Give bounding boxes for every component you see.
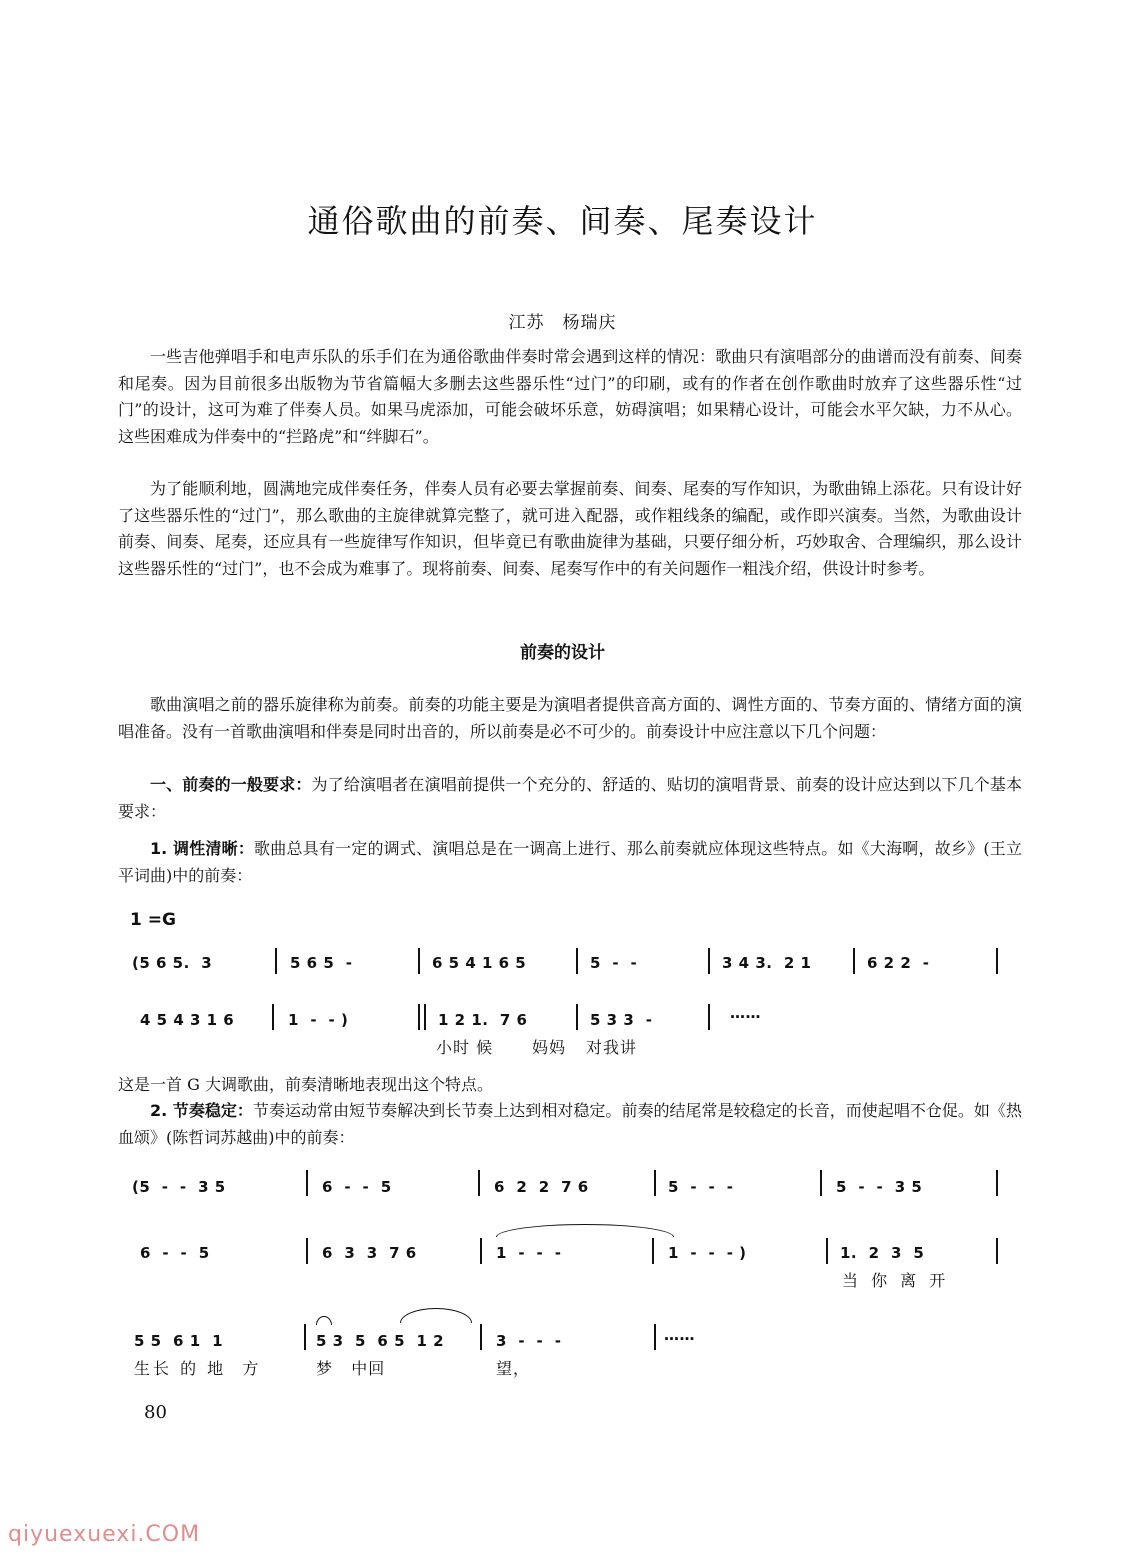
score-measure: 1 2 1. 7 6 (438, 1011, 528, 1029)
requirements-paragraph (118, 772, 1022, 825)
intro-paragraph-2: 为了能顺利地，圆满地完成伴奏任务，伴奏人员有必要去掌握前奏、间奏、尾奏的写作知识，为歌曲锦上添花。只有设计好了这些器乐性的“过门”，那么歌曲的主旋律就算完整了，就可进入配器，或作粗线条的编配，或作即兴演奏。当然，为歌曲设计前奏、间奏、尾奏，还应具有一些旋律写作知识，但毕竟已有歌曲旋律为基础，只要仔细分析，巧妙取舍、合理编织，那么设计这些器乐性的“过门”，也不会成为难事了。现将前奏、间奏、尾奏写作中的有关问题作一粗浅介绍，供设计时参考。 (118, 479, 1022, 578)
section-heading: 前奏的设计 (520, 643, 605, 663)
barline (654, 1170, 656, 1196)
score-measure: 3 - - - (496, 1332, 562, 1350)
slur (496, 1224, 674, 1237)
barline (654, 1324, 656, 1350)
barline (272, 1004, 274, 1030)
watermark: qiyuexuexi.COM (8, 1522, 201, 1547)
barline (652, 1238, 654, 1264)
barline (306, 1170, 308, 1196)
lyric: 梦 中回 (316, 1359, 386, 1378)
intro-paragraph-1: 一些吉他弹唱手和电声乐队的乐手们在为通俗歌曲伴奏时常会遇到这样的情况：歌曲只有演唱部分的曲谱而没有前奏、间奏和尾奏。因为目前很多出版物为节省篇幅大多删去这些器乐性“过门”的印刷，或有的作者在创作歌曲时放弃了这些器乐性“过门”的设计，这可为难了伴奏人员。如果马虎添加，可能会破坏乐意，妨碍演唱；如果精心设计，可能会水平欠缺，力不从心。这些困难成为伴奏中的“拦路虎”和“绊脚石”。 (118, 347, 1022, 446)
barline (480, 1324, 482, 1350)
lyric: 对我讲 (586, 1038, 638, 1057)
score-measure: 5 5 6 1 1 (134, 1332, 224, 1350)
item-2-text: 节奏运动常由短节奏解决到长节奏上达到相对稳定。前奏的结尾常是较稳定的长音，而使起唱不仓促。如《热血颂》(陈哲词苏越曲)中的前奏： (118, 1101, 1022, 1147)
score-continuation: …… (730, 1004, 761, 1022)
section-paragraph: 歌曲演唱之前的器乐旋律称为前奏。前奏的功能主要是为演唱者提供音高方面的、调性方面的、节奏方面的、情绪方面的演唱准备。没有一首歌曲演唱和伴奏是同时出音的，所以前奏是必不可少的。前奏设计中应注意以下几个问题： (118, 695, 1022, 741)
score-measure: (5 - - 3 5 (132, 1178, 226, 1196)
score-measure: 6 5 4 1 6 5 (432, 954, 527, 972)
item-2-paragraph (118, 1098, 1022, 1151)
item-1-title: 1. 调性清晰： (150, 839, 255, 858)
slur (316, 1316, 332, 1325)
requirements-title: 一、前奏的一般要求： (150, 775, 312, 794)
score-measure: 1 - - ) (288, 1011, 349, 1029)
score-measure: 1. 2 3 5 (840, 1244, 925, 1262)
barline (853, 948, 855, 974)
score-measure: (5 6 5. 3 (132, 954, 213, 972)
slur (400, 1308, 472, 1323)
score-measure: 1 - - - (496, 1244, 562, 1262)
barline (418, 948, 420, 974)
barline (304, 1324, 306, 1350)
item-2-title: 2. 节奏稳定： (150, 1101, 253, 1120)
score-continuation: …… (664, 1326, 695, 1344)
score-measure: 1 - - - ) (668, 1244, 747, 1262)
score-measure: 5 3 5 6 5 1 2 (316, 1332, 445, 1350)
barline (576, 1004, 578, 1030)
barline (275, 948, 277, 974)
item-1-text: 歌曲总具有一定的调式、演唱总是在一调高上进行、那么前奏就应体现这些特点。如《大海啊，故乡》(王立平词曲)中的前奏： (118, 839, 1022, 885)
barline (576, 948, 578, 974)
score-measure: 6 - - 5 (322, 1178, 392, 1196)
score-measure: 5 - - 3 5 (836, 1178, 923, 1196)
lyric: 小时 候 (436, 1038, 494, 1057)
lyric: 当 你 离 开 (842, 1271, 950, 1290)
barline (708, 1004, 710, 1030)
page-number: 80 (144, 1402, 167, 1423)
score-measure: 4 5 4 3 1 6 (140, 1011, 235, 1029)
barline (820, 1170, 822, 1196)
barline (480, 1238, 482, 1264)
lyric: 望， (496, 1359, 531, 1378)
score-measure: 5 - - (590, 954, 638, 972)
score-measure: 6 - - 5 (140, 1244, 210, 1262)
score-measure: 6 3 3 7 6 (322, 1244, 417, 1262)
score-measure: 5 - - - (668, 1178, 734, 1196)
article-title: 通俗歌曲的前奏、间奏、尾奏设计 (307, 202, 818, 240)
barline (708, 948, 710, 974)
score-measure: 6 2 2 7 6 (494, 1178, 589, 1196)
score-measure: 5 6 5 - (290, 954, 353, 972)
article-author: 江苏 杨瑞庆 (508, 313, 617, 333)
score-measure: 5 3 3 - (590, 1011, 653, 1029)
barline (478, 1170, 480, 1196)
example-1-comment: 这是一首 G 大调歌曲，前奏清晰地表现出这个特点。 (118, 1075, 493, 1094)
key-signature: 1 =G (130, 910, 176, 930)
barline (418, 1004, 420, 1030)
score-measure: 6 2 2 - (867, 954, 930, 972)
barline (306, 1238, 308, 1264)
barline (424, 1004, 426, 1030)
lyric: 生长 的 地 方 (134, 1359, 262, 1378)
barline (996, 1170, 998, 1196)
lyric: 妈妈 (532, 1038, 567, 1057)
barline (996, 948, 998, 974)
barline (826, 1238, 828, 1264)
requirements-text: 为了给演唱者在演唱前提供一个充分的、舒适的、贴切的演唱背景、前奏的设计应达到以下几个基本要求： (118, 775, 1022, 821)
item-1-paragraph (118, 836, 1022, 889)
score-measure: 3 4 3. 2 1 (722, 954, 812, 972)
barline (996, 1238, 998, 1264)
